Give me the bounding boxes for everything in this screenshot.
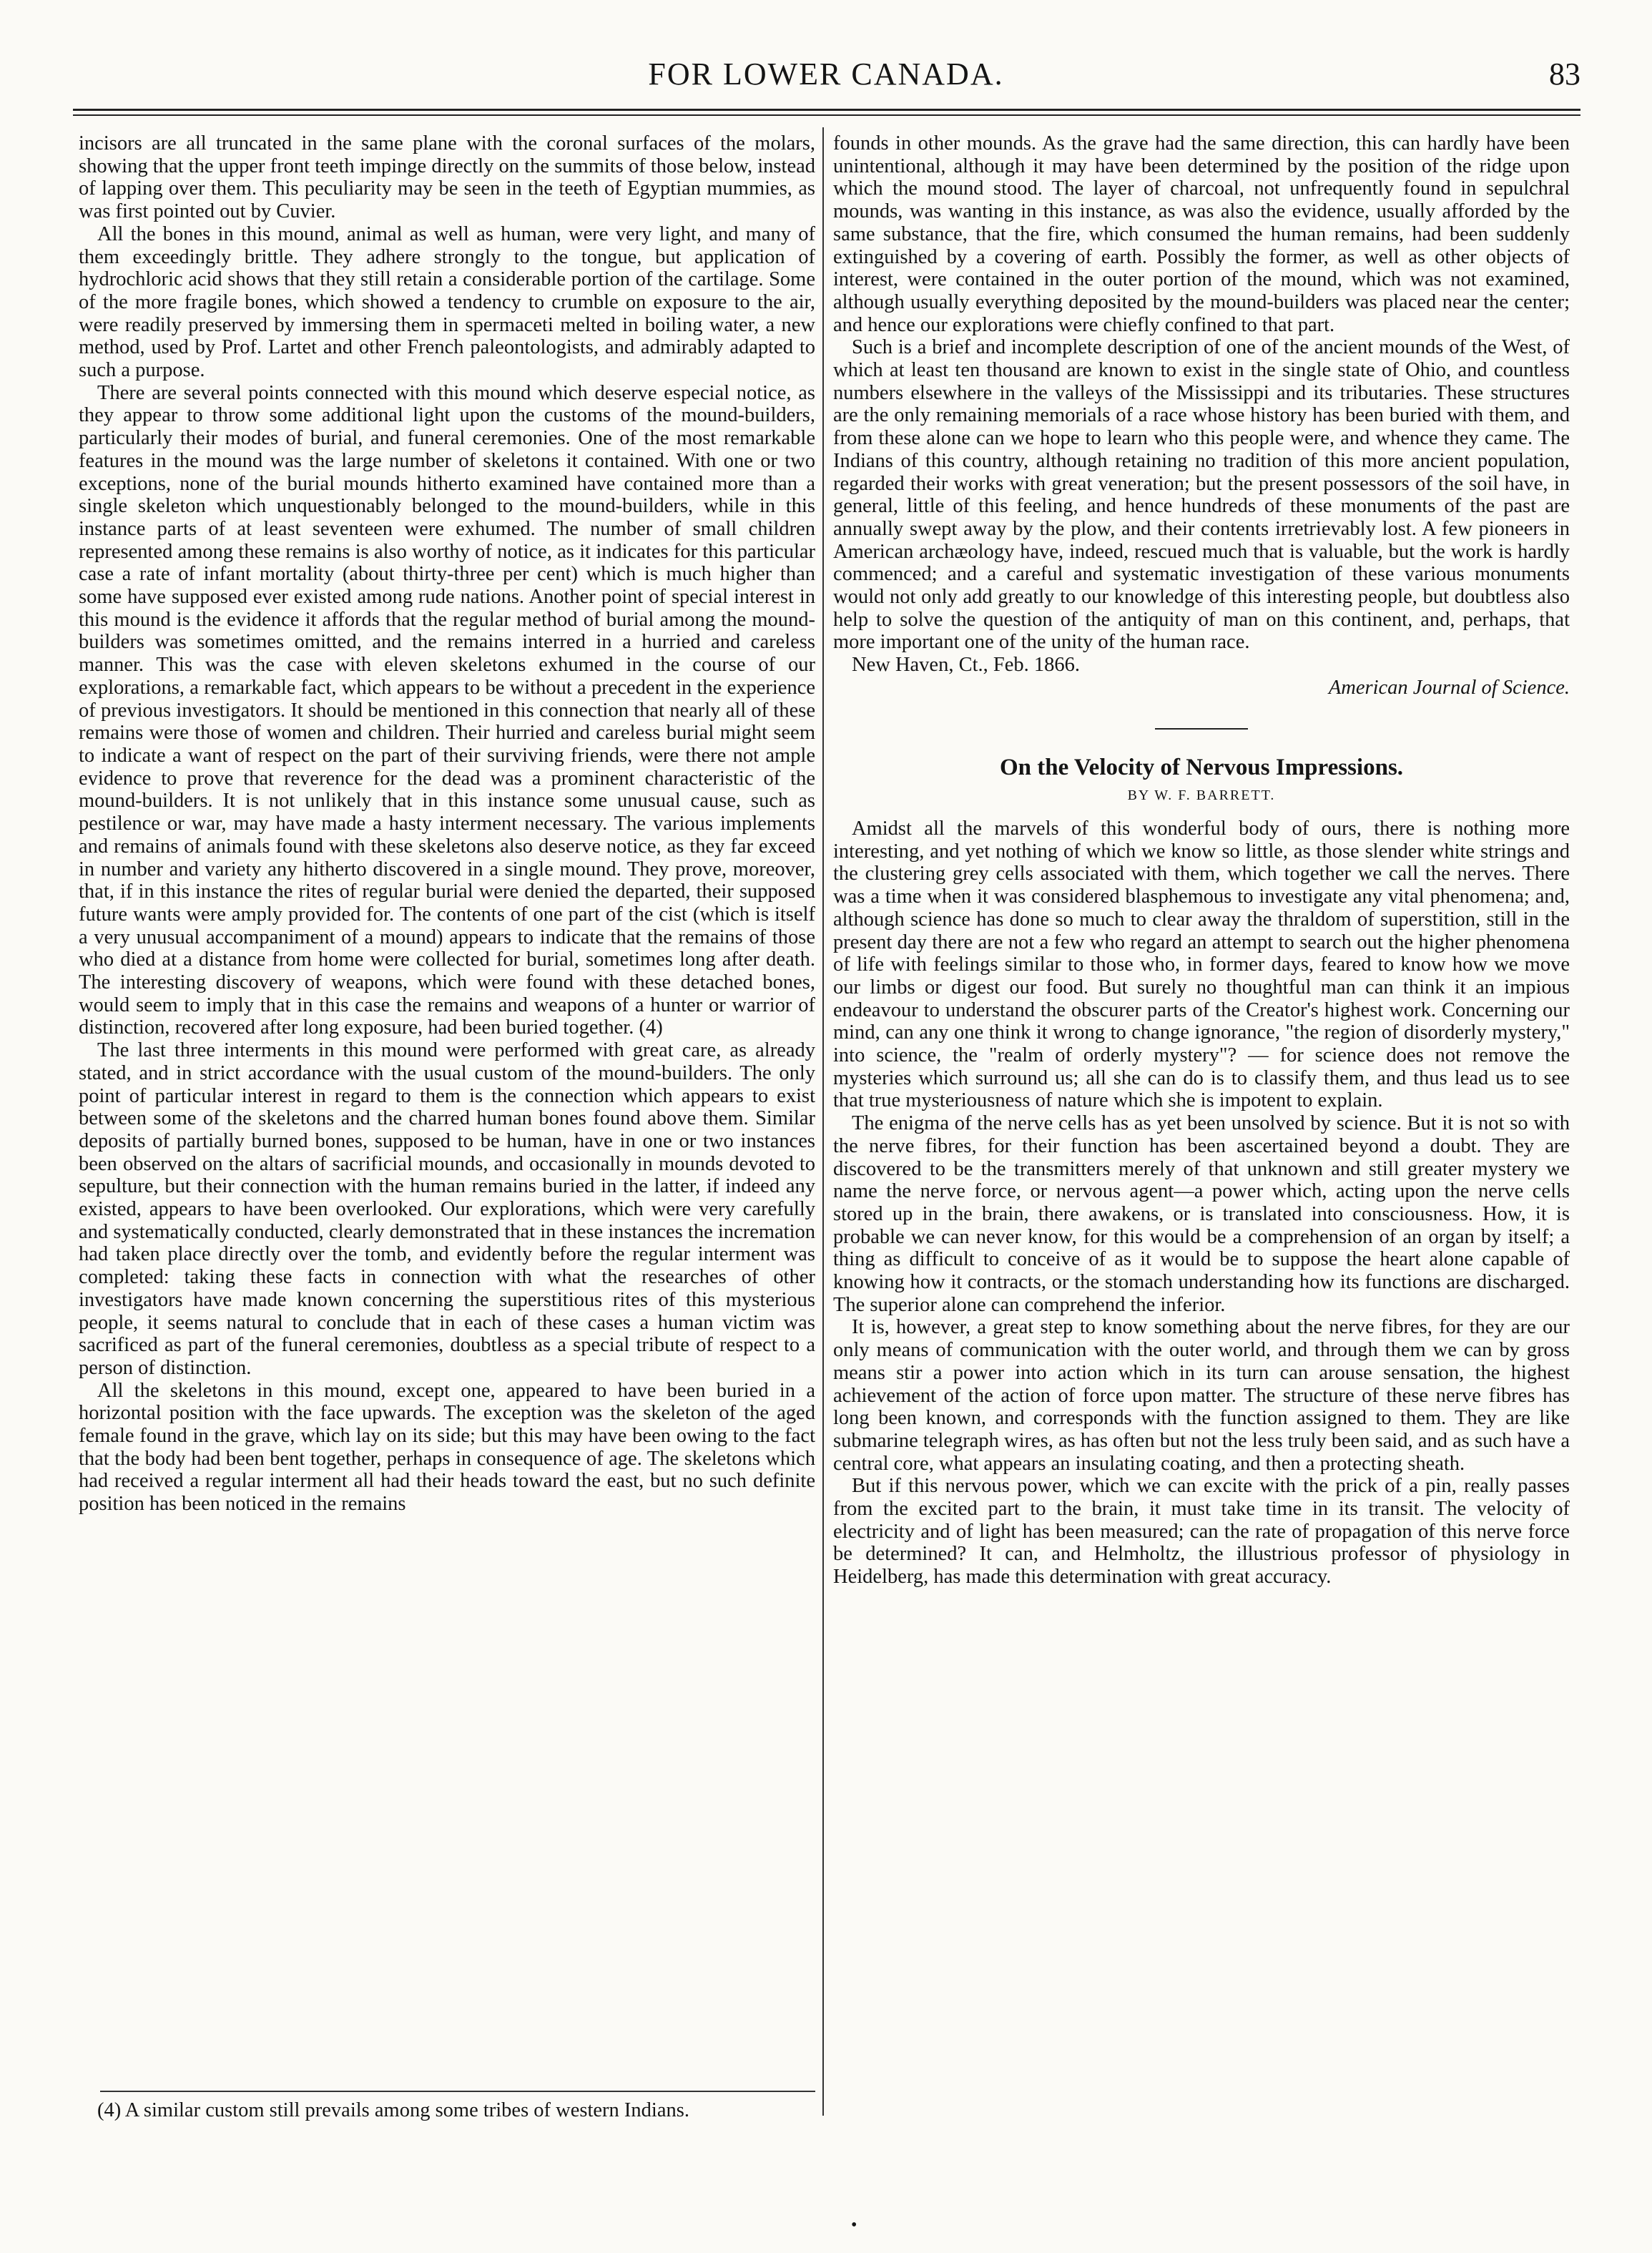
source-credit: American Journal of Science. xyxy=(1328,676,1570,699)
article-paragraph: The enigma of the nerve cells has as yet been unsolved by science. But it is not so with the nerve fibres, for their function has been ascertained beyond a doubt. They are discovered to be the transmitters merely of that unknown and still greater mystery we name the nerve force, or nervous agent—a power which, acting upon the nerve cells stored up in the brain, there awakens, or is translated into consciousness. How, it is probable we can never know, for this would be a comprehension of an organ by itself; a thing as difficult to conceive of as it would be to suppose the heart alone capable of knowing how it contracts, or the stomach understanding how its functions are discharged. The superior alone can comprehend the inferior. xyxy=(833,1112,1570,1316)
print-mark: • xyxy=(851,2216,857,2234)
article-byline: BY W. F. BARRETT. xyxy=(1127,787,1276,804)
footnote-rule xyxy=(100,2091,815,2092)
body-paragraph: All the bones in this mound, animal as well as human, were very light, and many of them exceedingly brittle. They adhere strongly to the tongue, but application of hydrochloric acid shows that they still retain a considerable portion of the cartilage. Some of the more fragile bones, which showed a tendency to crumble on exposure to the air, were readily preserved by immersing them in spermaceti melted in boiling water, a new method, used by Prof. Lartet and other French paleontologists, and admirably adapted to such a purpose. xyxy=(79,222,815,382)
body-paragraph: The last three interments in this mound were performed with great care, as already stated, and in strict accordance with the usual custom of the mound-builders. The only point of particular interest in regard to them is the connection which appears to exist between some of the skeletons and the charred human bones found above them. Similar deposits of partially burned bones, supposed to be human, have in one or two instances been observed on the altars of sacrificial mounds, and occasionally in mounds devoted to sepulture, but their connection with the human remains buried in the latter, if indeed any existed, appears to have been overlooked. Our explorations, which were very carefully and systematically conducted, clearly demonstrated that in these instances the incremation had taken place directly over the tomb, and evidently before the regular interment was completed: taking these facts in connection with what the researches of other investigators have made known concerning the superstitious rites of this mysterious people, it seems natural to conclude that in each of these cases a human victim was sacrificed as part of the funeral ceremonies, doubtless as a special tribute of respect to a person of distinction. xyxy=(79,1039,815,1379)
right-column xyxy=(833,132,1570,1589)
article-paragraph: But if this nervous power, which we can excite with the prick of a pin, really passes from the excited part to the brain, it must take time in its transit. The velocity of electricity and of light has been measured; can the rate of propagation of this nerve force be determined? It can, and Helmholtz, the illustrious professor of physiology in Heidelberg, has made this determination with great accuracy. xyxy=(833,1475,1570,1589)
body-paragraph: Such is a brief and incomplete description of one of the ancient mounds of the West, of which at least ten thousand are known to exist in the single state of Ohio, and countless numbers elsewhere in the valleys of the Mississippi and its tributaries. These structures are the only remaining memorials of a race whose history has been buried with them, and from these alone can we hope to learn who this people were, and whence they came. The Indians of this country, although retaining no tradition of this more ancient population, regarded their works with great veneration; but the present possessors of the soil have, in general, little of this feeling, and hence hundreds of these monuments of the past are annually swept away by the plow, and their contents irretrievably lost. A few pioneers in American archæology have, indeed, rescued much that is valuable, but the work is hardly commenced; and a careful and systematic investigation of these various monuments would not only add greatly to our knowledge of this interesting people, but doubtless also help to solve the question of the antiquity of man on this continent, and, perhaps, that more important one of the unity of the human race. xyxy=(833,336,1570,654)
footnote: (4) A similar custom still prevails among some tribes of western Indians. xyxy=(97,2099,689,2121)
dateline: New Haven, Ct., Feb. 1866. xyxy=(852,654,1080,677)
header-rule-thin xyxy=(73,114,1580,116)
section-divider xyxy=(1155,728,1248,730)
header-rule xyxy=(73,109,1580,111)
body-paragraph: founds in other mounds. As the grave had the same direction, this can hardly have been unintentional, although it may have been determined by the position of the ridge upon which the mound stood. The layer of charcoal, not unfrequently found in sepulchral mounds, was wanting in this instance, as was also the evidence, usually afforded by the same substance, that the fire, which consumed the human remains, had been suddenly extinguished by a covering of earth. Possibly the former, as well as other objects of interest, were contained in the outer portion of the mound, which was not examined, although usually everything deposited by the mound-builders was placed near the center; and hence our explorations were chiefly confined to that part. xyxy=(833,132,1570,336)
running-title: FOR LOWER CANADA. xyxy=(648,57,1004,92)
article-paragraph: It is, however, a great step to know something about the nerve fibres, for they are our only means of communication with the outer world, and through them we can by gross means stir a power into action which in its turn can arouse sensation, the highest achievement of the action of force upon matter. The structure of these nerve fibres has long been known, and corresponds with the function assigned to them. They are like submarine telegraph wires, as has often but not the less truly been said, and as such have a central core, what appears an insulating coating, and then a protecting sheath. xyxy=(833,1316,1570,1475)
column-divider xyxy=(822,127,824,2116)
page-number: 83 xyxy=(1549,57,1580,92)
article-paragraph: Amidst all the marvels of this wonderful body of ours, there is nothing more interesting, and yet nothing of which we know so little, as those slender white strings and the clustering grey cells associated with them, which together we call the nerves. There was a time when it was considered blasphemous to investigate any vital phenomena; and, although science has done so much to clear away the thraldom of superstition, still in the present day there are not a few who regard an attempt to search out the higher phenomena of life with feelings similar to those who, in former days, feared to know how we move our limbs or digest our food. But surely no thoughtful man can think it an impious endeavour to understand the obscurer parts of the Creator's highest work. Concerning our mind, can any one think it wrong to change ignorance, "the region of disorderly mystery," into science, the "realm of orderly mystery"? — for science does not remove the mysteries which surround us; all she can do is to classify them, and thus lead us to see that true mysteriousness of nature which she is impotent to explain. xyxy=(833,817,1570,1112)
body-paragraph: There are several points connected with this mound which deserve especial notice, as they appear to throw some additional light upon the customs of the mound-builders, particularly their modes of burial, and funeral ceremonies. One of the most remarkable features in the mound was the large number of skeletons it contained. With one or two exceptions, none of the burial mounds hitherto examined have contained more than a single skeleton which unquestionably belonged to the mound-builders, while in this instance parts of at least seventeen were exhumed. The number of small children represented among these remains is also worthy of notice, as it indicates for this particular case a rate of infant mortality (about thirty-three per cent) which is much higher than some have supposed ever existed among rude nations. Another point of special interest in this mound is the evidence it affords that the regular method of burial among the mound-builders was sometimes omitted, and the remains interred in a hurried and careless manner. This was the case with eleven skeletons exhumed in the course of our explorations, a remarkable fact, which appears to be without a precedent in the experience of previous investigators. It should be mentioned in this connection that nearly all of these remains were those of women and children. Their hurried and careless burial might seem to indicate a want of respect on the part of their surviving friends, were there not ample evidence to prove that reverence for the dead was a prominent characteristic of the mound-builders. It is not unlikely that in this instance some unusual cause, such as pestilence or war, may have made a hasty interment necessary. The various implements and remains of animals found with these skeletons also deserve notice, as they far exceed in number and variety any hitherto discovered in a single mound. They prove, moreover, that, if in this instance the rites of regular burial were denied the departed, their supposed future wants were amply provided for. The contents of one part of the cist (which is itself a very unusual accompaniment of a mound) appears to indicate that the remains of those who died at a distance from home were collected for burial, sometimes long after death. The interesting discovery of weapons, which were found with these detached bones, would seem to imply that in this case the remains and weapons of a hunter or warrior of distinction, recovered after long exposure, had been buried together. (4) xyxy=(79,381,815,1039)
article-title: On the Velocity of Nervous Impressions. xyxy=(999,754,1404,780)
body-paragraph: All the skeletons in this mound, except one, appeared to have been buried in a horizontal position with the face upwards. The exception was the skeleton of the aged female found in the grave, which lay on its side; but this may have been owing to the fact that the body had been bent together, perhaps in consequence of age. The skeletons which had received a regular interment all had their heads toward the east, but no such definite position has been noticed in the remains xyxy=(79,1379,815,1516)
left-column xyxy=(79,132,815,1516)
body-paragraph: incisors are all truncated in the same plane with the coronal surfaces of the molars, showing that the upper front teeth impinge directly on the summits of those below, instead of lapping over them. This peculiarity may be seen in the teeth of Egyptian mummies, as was first pointed out by Cuvier. xyxy=(79,132,815,223)
